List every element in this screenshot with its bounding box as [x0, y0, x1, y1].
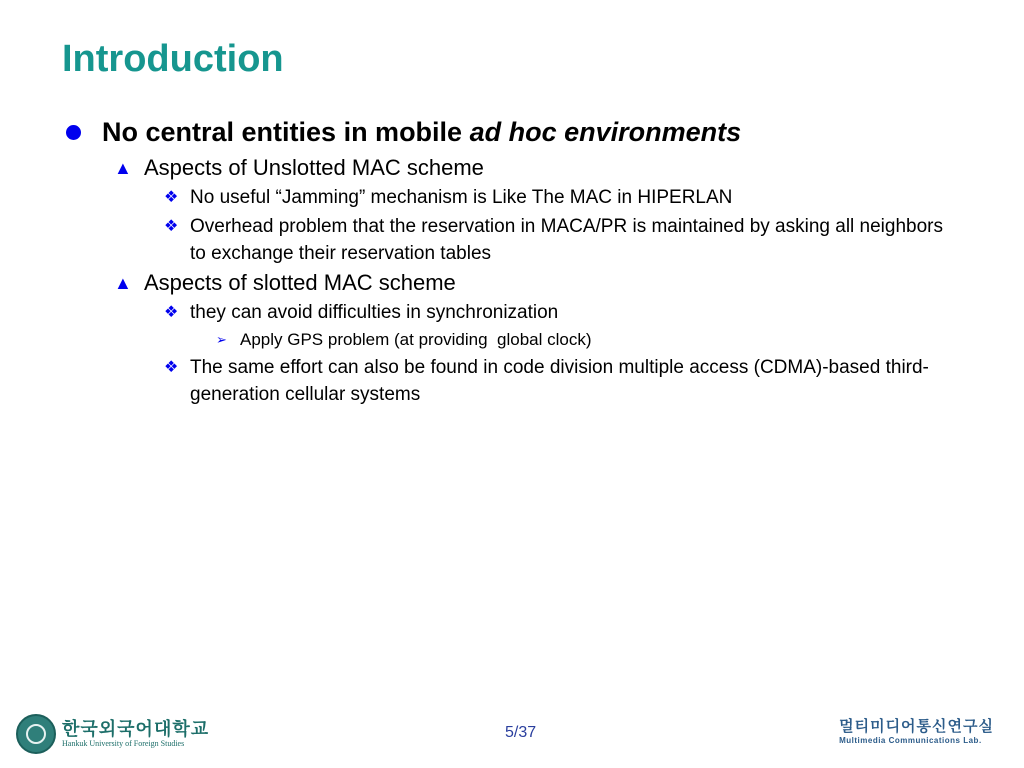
bullet-slotted-1-sub-text: Apply GPS problem (at providing global clock)	[240, 330, 592, 349]
lab-name-korean: 멀티미디어통신연구실	[839, 718, 994, 735]
slide-content	[62, 112, 962, 408]
bullet-slotted-text: Aspects of slotted MAC scheme	[144, 270, 456, 295]
bullet-main-emphasis: ad hoc environments	[469, 117, 742, 147]
lab-name-english: Multimedia Communications Lab.	[839, 736, 982, 745]
university-seal-icon	[16, 714, 56, 754]
diamond-bullet-icon: ❖	[164, 359, 179, 376]
lab-logo	[839, 718, 994, 746]
university-name-english: Hankuk University of Foreign Studies	[62, 739, 185, 748]
triangle-bullet-icon: ▲	[114, 273, 132, 293]
filled-circle-bullet-icon	[66, 125, 81, 140]
diamond-bullet-icon: ❖	[164, 304, 179, 321]
bullet-slotted-1	[164, 299, 962, 326]
arrow-bullet-icon: ➢	[216, 332, 227, 347]
triangle-bullet-icon: ▲	[114, 158, 132, 178]
bullet-slotted	[114, 269, 962, 297]
page-number: 5/37	[505, 724, 537, 741]
bullet-slotted-1-sub	[216, 328, 962, 352]
bullet-unslotted-2-text: Overhead problem that the reservation in MACA/PR is maintained by asking all neighbors to exchange their reservation tables	[190, 216, 943, 264]
slide-title: Introduction	[62, 38, 284, 80]
bullet-unslotted-2	[164, 213, 962, 267]
bullet-slotted-1-text: they can avoid difficulties in synchronization	[190, 302, 559, 323]
bullet-slotted-2	[164, 354, 962, 408]
bullet-unslotted	[114, 154, 962, 182]
university-name-korean: 한국외국어대학교	[62, 719, 210, 739]
bullet-unslotted-1-text: No useful “Jamming” mechanism is Like The MAC in HIPERLAN	[190, 187, 733, 208]
bullet-unslotted-1	[164, 184, 962, 211]
bullet-unslotted-text: Aspects of Unslotted MAC scheme	[144, 155, 484, 180]
diamond-bullet-icon: ❖	[164, 218, 179, 235]
diamond-bullet-icon: ❖	[164, 189, 179, 206]
bullet-slotted-2-text: The same effort can also be found in code division multiple access (CDMA)-based third-generation cellular systems	[190, 357, 929, 405]
bullet-main	[66, 112, 962, 152]
university-logo	[16, 714, 209, 754]
bullet-main-text: No central entities in mobile	[102, 117, 470, 147]
